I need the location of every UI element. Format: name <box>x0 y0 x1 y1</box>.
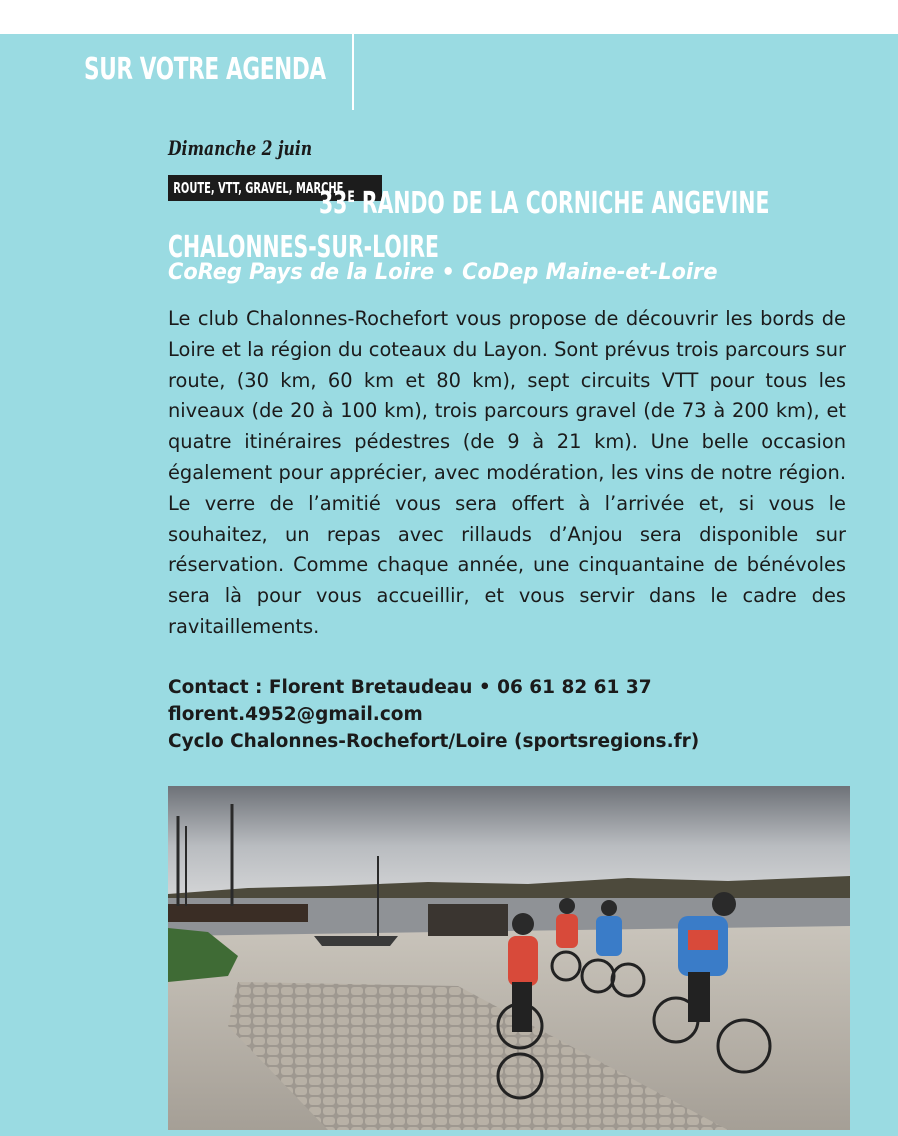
event-photo <box>168 786 850 1130</box>
activity-tag-label: ROUTE, VTT, GRAVEL, MARCHE <box>173 179 344 197</box>
club-site[interactable]: Cyclo Chalonnes-Rochefort/Loire (sportsregions.fr) <box>168 731 700 752</box>
boat-icon <box>168 904 308 922</box>
section-title: SUR VOTRE AGENDA <box>84 52 326 87</box>
event-location: CHALONNES-SUR-LOIRE <box>168 230 439 265</box>
boat-icon <box>428 904 508 936</box>
contact-block <box>168 674 868 755</box>
event-description: Le club Chalonnes-Rochefort vous propose de découvrir les bords de Loire et la région du coteaux du Layon. Sont prévus trois parcours sur route, (30 km, 60 km et 80 km), sept circuits VTT pour tous les niveaux (de 20 à 100 km), trois parcours gravel (de 73 à 200 km), et quatre itinéraires pédestres (de 9 à 21 km). Une belle occasion également pour apprécier, avec modération, les vins de notre région. Le verre de l’amitié vous sera offert à l’arrivée et, si vous le souhaitez, un repas avec rillauds d’Anjou sera disponible sur réservation. Comme chaque année, une cinquantaine de bénévoles sera là pour vous accueillir, et vous servir dans le cadre des ravitaillements. <box>168 307 846 638</box>
photo-illustration <box>168 786 850 1130</box>
event-title-sup: E <box>347 187 355 206</box>
contact-email[interactable]: florent.4952@gmail.com <box>168 704 423 725</box>
event-date: Dimanche 2 juin <box>168 136 313 160</box>
event-title-line <box>168 174 770 227</box>
event-title-number: 33 <box>318 186 348 221</box>
event-title-rest: RANDO DE LA CORNICHE ANGEVINE <box>354 186 770 221</box>
contact-line: Contact : Florent Bretaudeau • 06 61 82 61 37 <box>168 677 652 698</box>
event-title <box>168 174 868 271</box>
boat-icon <box>314 936 398 946</box>
section-divider <box>352 34 354 110</box>
agenda-page <box>0 34 898 1136</box>
event-organizers: CoReg Pays de la Loire • CoDep Maine-et-Loire <box>168 260 718 285</box>
